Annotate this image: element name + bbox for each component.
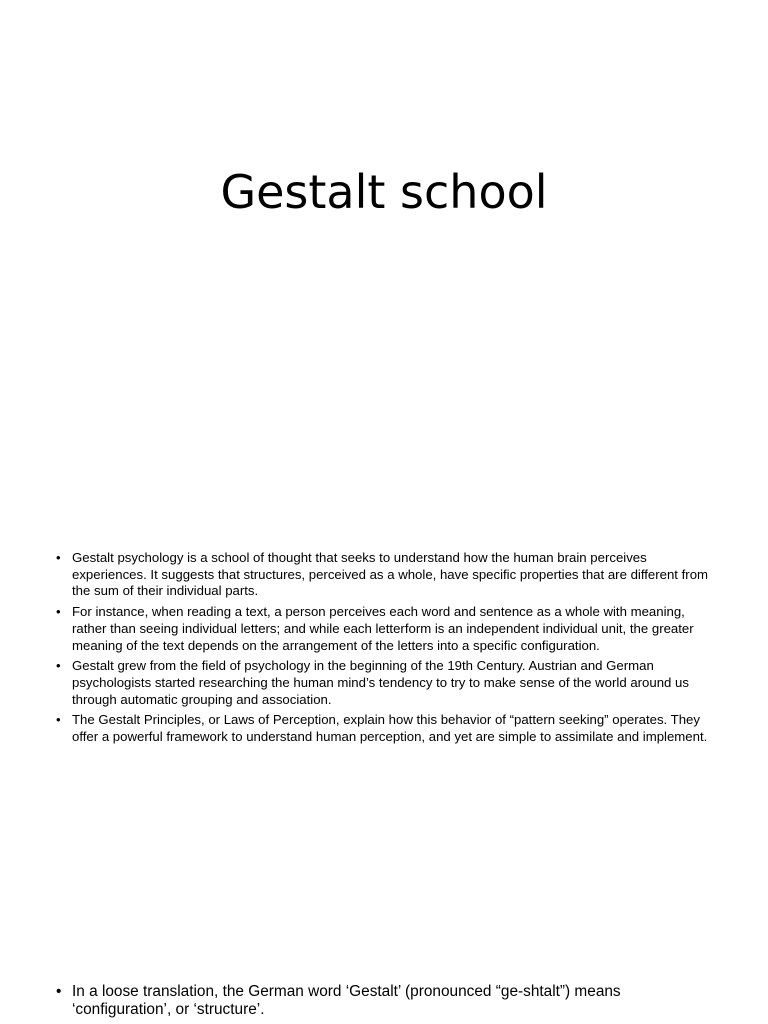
bullet-text: For instance, when reading a text, a person perceives each word and sentence as a whole with meaning, rather than seeing individual letters; and while each letterform is an independent individual unit, the greater meaning of the text depends on the arrangement of the letters into a specific configuration.: [72, 604, 694, 653]
bullet-text: Gestalt grew from the field of psychology in the beginning of the 19th Century. Austrian and German psychologists started researching the human mind’s tendency to try to make sense of the world around us through automatic grouping and association.: [72, 658, 689, 707]
bullet-marker: •: [56, 983, 62, 1000]
list-item: [56, 712, 712, 745]
bullet-text: Gestalt psychology is a school of thought that seeks to understand how the human brain perceives experiences. It suggests that structures, perceived as a whole, have specific properties that are different from the sum of their individual parts.: [72, 550, 709, 599]
bullet-marker: •: [56, 604, 61, 620]
bottom-bullet-list: [56, 983, 696, 1019]
list-item: [56, 604, 712, 654]
bullet-marker: •: [56, 550, 61, 565]
bullet-marker: •: [56, 712, 61, 728]
list-item: [56, 658, 712, 708]
list-item: [56, 983, 696, 1019]
bullet-text: In a loose translation, the German word ‘Gestalt’ (pronounced “ge-shtalt”) means ‘configuration’, or ‘structure’.: [72, 983, 621, 1018]
bullet-list: [56, 550, 712, 750]
list-item: [56, 550, 712, 600]
bullet-text: The Gestalt Principles, or Laws of Perception, explain how this behavior of “pattern seeking” operates. They offer a powerful framework to understand human perception, and yet are simple to assimilate and implement.: [72, 712, 708, 745]
slide-title: Gestalt school: [220, 165, 548, 219]
bullet-marker: •: [56, 658, 61, 674]
